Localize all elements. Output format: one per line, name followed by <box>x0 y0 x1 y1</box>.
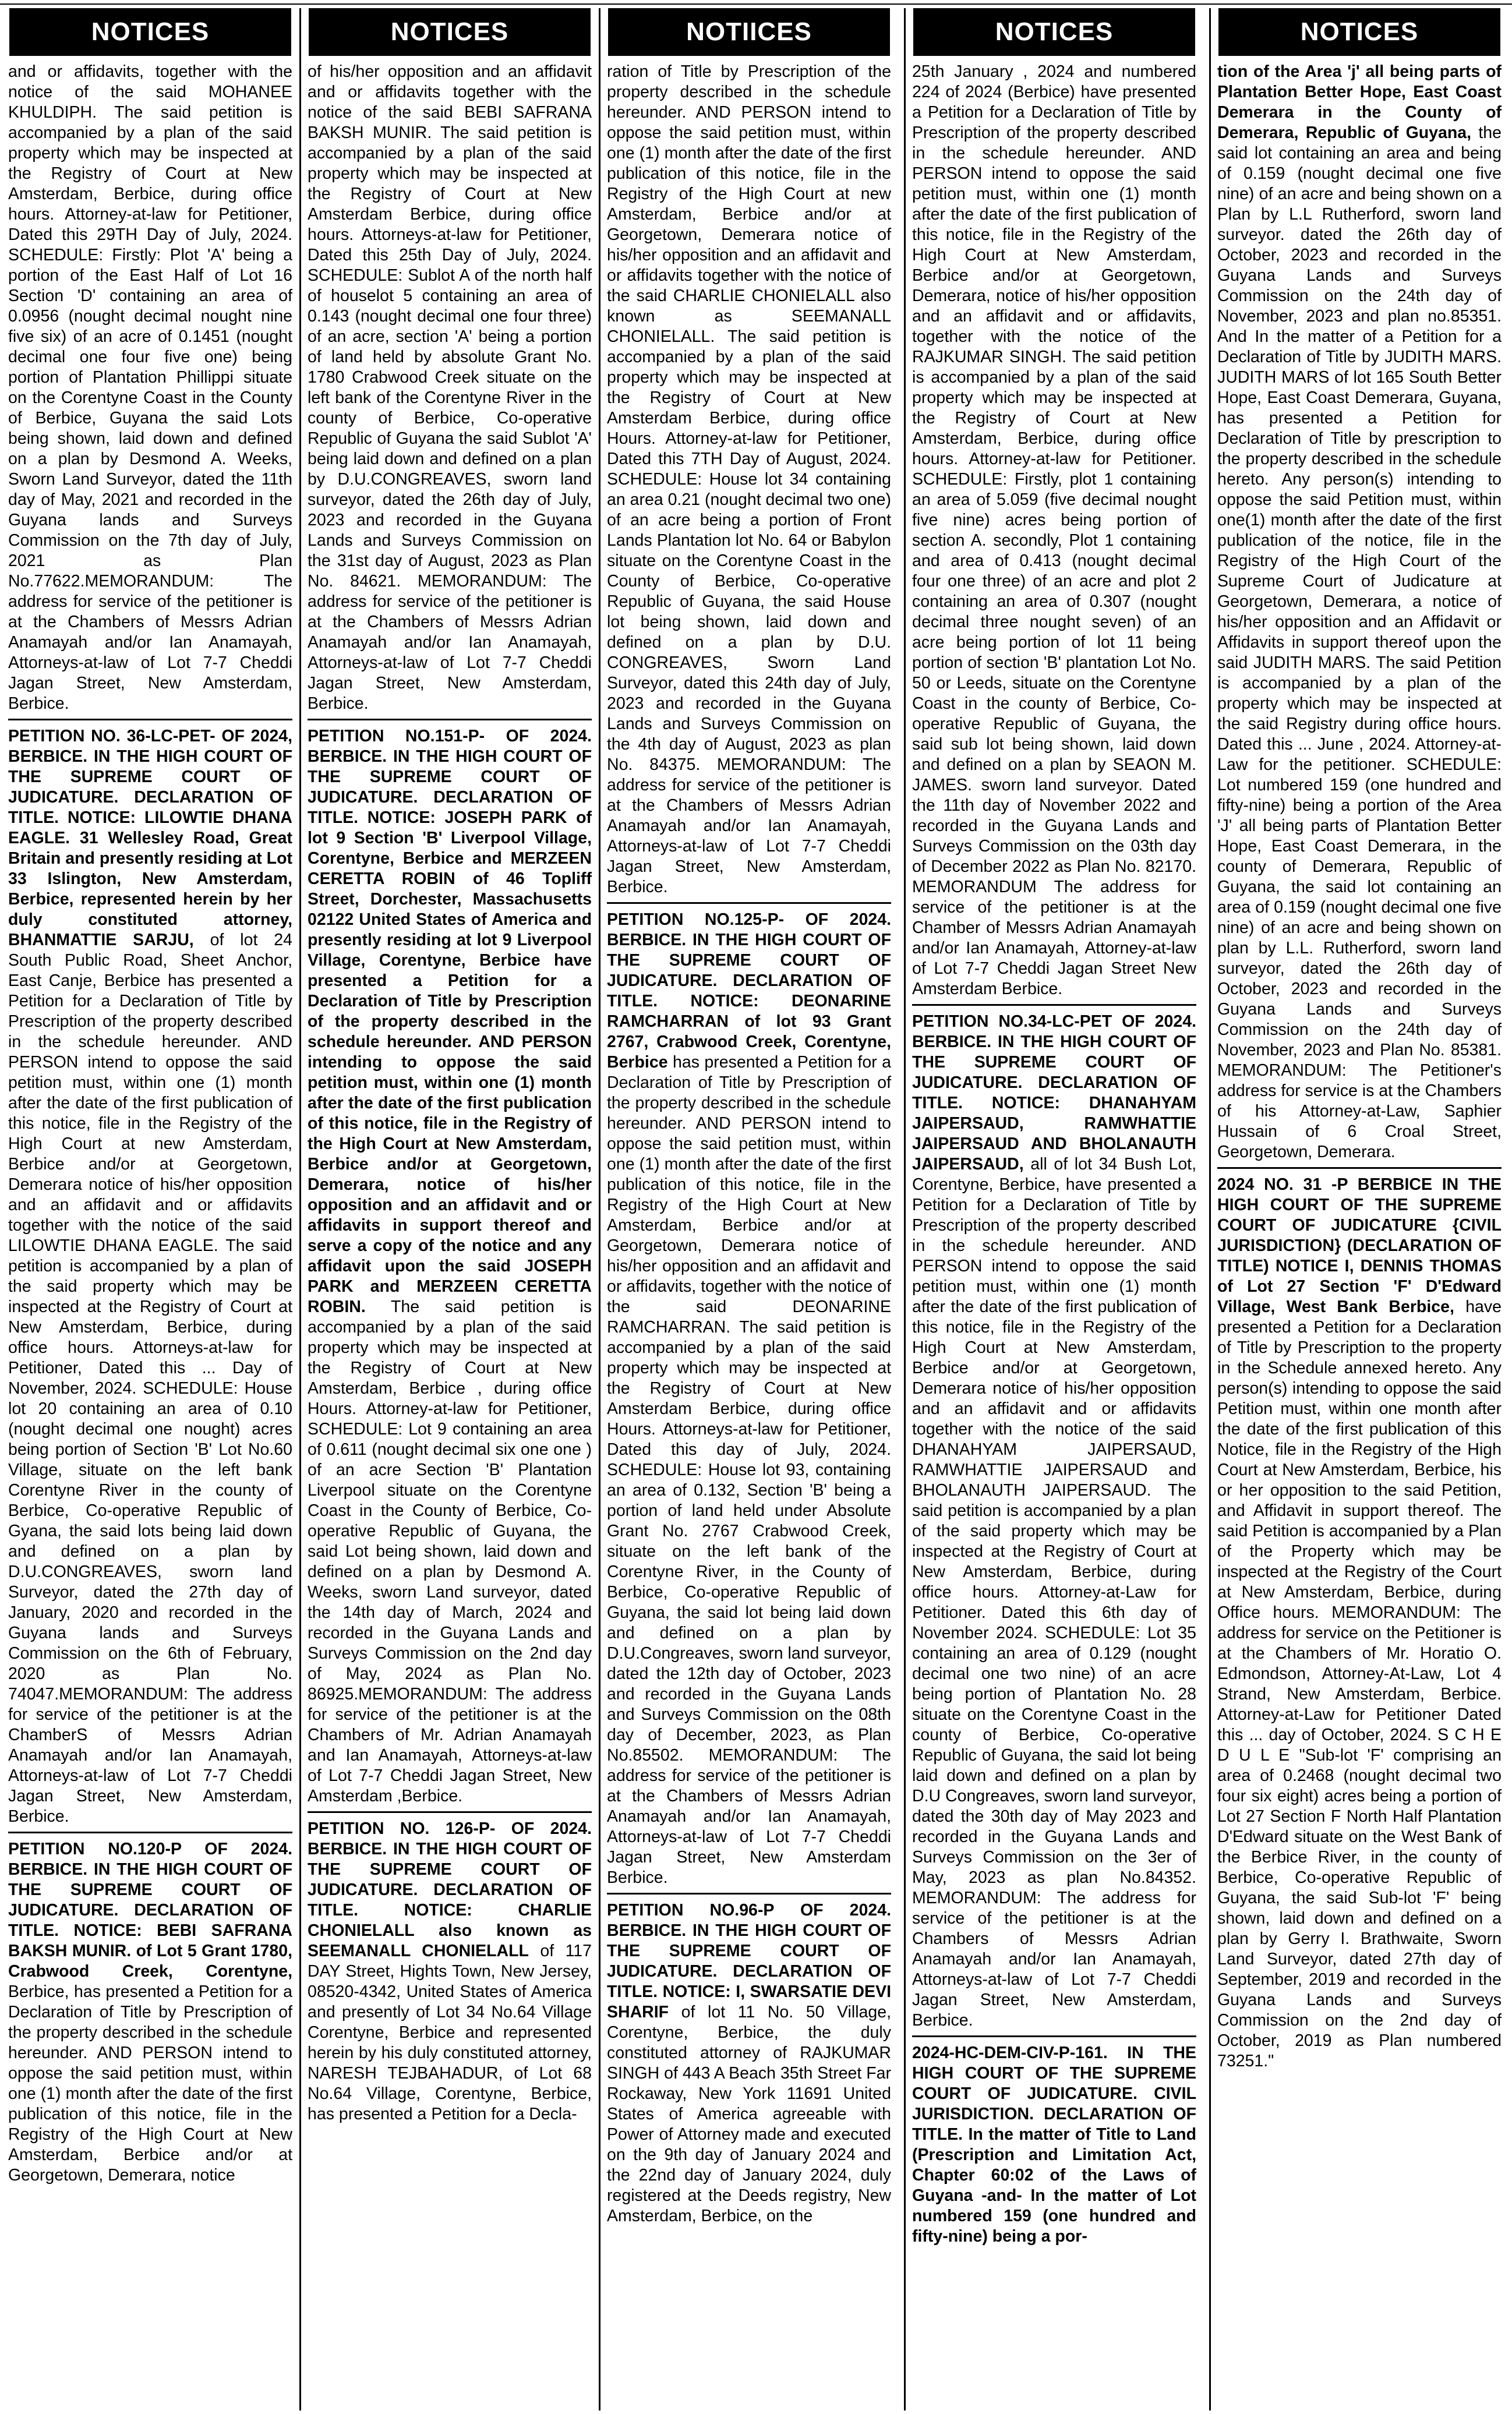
notice-separator <box>912 1004 1196 1006</box>
top-rule <box>0 0 1512 5</box>
notice <box>912 2043 1196 2247</box>
notice-heading: PETITION NO.125-P- OF 2024. BERBICE. IN THE HIGH COURT OF THE SUPREME COURT OF JUDICATURE. DECLARATION OF TITLE. NOTICE: DEONARINE RAMCHARRAN of lot 93 Grant 2767, Crabwood Creek, Corentyne, Berbice <box>607 910 891 1072</box>
column-divider <box>299 8 301 2411</box>
notice <box>607 910 891 1888</box>
notice-separator <box>8 1832 292 1833</box>
notice-text <box>607 62 891 897</box>
notice-heading: PETITION NO.96-P OF 2024. BERBICE. IN THE HIGH COURT OF THE SUPREME COURT OF JUDICATURE. DECLARATION OF TITLE. NOTICE: I, SWARSATIE DEVI SHARIF <box>607 1901 891 2021</box>
notice <box>1217 62 1502 1162</box>
notice <box>1217 1175 1502 2072</box>
notice-separator <box>308 719 592 720</box>
column-header: NOTICES <box>9 8 291 56</box>
notice-text <box>8 726 292 1827</box>
notice-text <box>1217 1175 1502 2072</box>
notice-text <box>912 2043 1196 2247</box>
notices-column-4 <box>909 8 1200 2411</box>
column-divider <box>1209 8 1211 2411</box>
notice-heading: tion of the Area 'j' all being parts of Plantation Better Hope, East Coast Demerara in the County of Demerara, Republic of Guyana, <box>1217 62 1502 142</box>
notices-column-1 <box>5 8 296 2411</box>
notice-heading: 2024-HC-DEM-CIV-P-161. IN THE HIGH COURT OF THE SUPREME COURT OF JUDICATURE. CIVIL JURISDICTION. DECLARATION OF TITLE. In the matter of Title to Land (Prescription and Limitation Act, Chapter 60:02 of the Laws of Guyana -and- In the matter of Lot numbered 159 (one hundred and fifty-nine) being a por- <box>912 2044 1196 2246</box>
notice <box>912 62 1196 999</box>
notice-separator <box>8 719 292 720</box>
column-header: NOTICES <box>309 8 591 56</box>
notice-separator <box>912 2035 1196 2037</box>
notice-text <box>912 62 1196 999</box>
notice <box>8 726 292 1827</box>
notice-heading: PETITION NO. 126-P- OF 2024. BERBICE. IN THE HIGH COURT OF THE SUPREME COURT OF JUDICATURE. DECLARATION OF TITLE. NOTICE: CHARLIE CHONIELALL also known as SEEMANALL CHONIELALL <box>308 1819 592 1960</box>
notice-body: The said petition is accompanied by a plan of the said property which may be inspected at the Registry of Court at New Amsterdam, Berbice , during office Hours. Attorney-at-law for Petitioner, SCHEDULE: Lot 9 containing an area of 0.611 (nought decimal six one one ) of an acre Section 'B' Plantation Liverpool situate on the Corentyne Coast in the County of Berbice, Co-operative Republic of Guyana, the said Lot being shown, laid down and defined on a plan by Desmond A. Weeks, sworn Land surveyor, dated the 14th day of March, 2024 and recorded in the Guyana Lands and Surveys Commission on the 2nd day of May, 2024 as Plan No. 86925.MEMORANDUM: The address for service of the petitioner is at the Chambers of Mr. Adrian Anamayah and Ian Anamayah, Attorneys-at-law of Lot 7-7 Cheddi Jagan Street, New Amsterdam ,Berbice. <box>308 1298 592 1805</box>
notice-body: of 117 DAY Street, Hights Town, New Jersey, 08520-4342, United States of America and presently of Lot 34 No.64 Village Corentyne, Berbice and represented herein by his duly constituted attorney, NARESH TEJBAHADUR, of Lot 68 No.64 Village, Corentyne, Berbice, has presented a Petition for a Decla- <box>308 1942 592 2123</box>
notice-text <box>1217 62 1502 1162</box>
notice <box>607 1900 891 2226</box>
column-divider <box>599 8 600 2411</box>
notice-body: of his/her opposition and an affidavit and or affidavits together with the notice of the said BEBI SAFRANA BAKSH MUNIR. The said petition is accompanied by a plan of the said property which may be inspected at the Registry of Court at New Amsterdam Berbice, during office hours. Attorneys-at-law for Petitioner, Dated this 25th Day of July, 2024. SCHEDULE: Sublot A of the north half of houselot 5 containing an area of 0.143 (nought decimal one four three) of an acre, section 'A' being a portion of land held by absolute Grant No. 1780 Crabwood Creek situate on the left bank of the Corentyne River in the county of Berbice, Co-operative Republic of Guyana the said Sublot 'A' being laid down and defined on a plan by D.U.CONGREAVES, sworn land surveyor, dated the 26th day of July, 2023 and recorded in the Guyana Lands and Surveys Commission on the 31st day of August, 2023 as Plan No. 84621. MEMORANDUM: The address for service of the petitioner is at the Chambers of Messrs Adrian Anamayah and/or Ian Anamayah, Attorneys-at-law of Lot 7-7 Cheddi Jagan Street, New Amsterdam, Berbice. <box>308 62 592 713</box>
notices-column-3 <box>603 8 895 2411</box>
notice <box>912 1012 1196 2031</box>
notice-heading: PETITION NO. 36-LC-PET- OF 2024, BERBICE. IN THE HIGH COURT OF THE SUPREME COURT OF JUDICATURE. DECLARATION OF TITLE. NOTICE: LILOWTIE DHANA EAGLE. 31 Wellesley Road, Great Britain and presently residing at Lot 33 Islington, New Amsterdam, Berbice, represented herein by her duly constituted attorney, BHANMATTIE SARJU, <box>8 727 292 949</box>
notice-heading: PETITION NO.151-P- OF 2024. BERBICE. IN THE HIGH COURT OF THE SUPREME COURT OF JUDICATURE. DECLARATION OF TITLE. NOTICE: JOSEPH PARK of lot 9 Section 'B' Liverpool Village, Corentyne, Berbice and MERZEEN CERETTA ROBIN of 46 Topliff Street, Dorchester, Massachusetts 02122 United States of America and presently residing at lot 9 Liverpool Village, Corentyne, Berbice have presented a Petition for a Declaration of Title by Prescription of the property described in the schedule hereunder. AND PERSON intending to oppose the said petition must, within one (1) month after the date of the first publication of this notice, file in the Registry of the High Court at New Amsterdam, Berbice and/or at Georgetown, Demerara, notice of his/her opposition and an affidavit and or affidavits in support thereof and serve a copy of the notice and any affidavit upon the said JOSEPH PARK and MERZEEN CERETTA ROBIN. <box>308 727 592 1316</box>
notices-column-5 <box>1214 8 1505 2411</box>
notice <box>308 726 592 1807</box>
notice <box>308 1819 592 2125</box>
notice <box>607 62 891 897</box>
notice-body: of lot 24 South Public Road, Sheet Anchor, East Canje, Berbice has presented a Petition for a Declaration of Title by Prescription of the property described in the schedule hereunder. AND PERSON intend to oppose the said petition must, within one (1) month after the date of the first publication of this notice, file in the Registry of the High Court at new Amsterdam, Berbice and/or at Georgetown, Demerara notice of his/her opposition and an affidavit and or affidavits together with the notice of the said LILOWTIE DHANA EAGLE. The said petition is accompanied by a plan of the said property which may be inspected at the Registry of Court at New Amsterdam, Berbice, during office hours. Attorneys-at-law for Petitioner, Dated this ... Day of November, 2024. SCHEDULE: House lot 20 containing an area of 0.10 (nought decimal one nought) acres being portion of Section 'B' Lot No.60 Village, situate on the left bank Corentyne River in the county of Berbice, Co-operative Republic of Gyana, the said lots being laid down and defined on a plan by D.U.CONGREAVES, sworn land Surveyor, dated the 27th day of January, 2020 and recorded in the Guyana lands and Surveys Commission on the 6th of February, 2020 as Plan No. 74047.MEMORANDUM: The address for service of the petitioner is at the ChamberS of Messrs Adrian Anamayah and/or Ian Anamayah, Attorneys-at-law of Lot 7-7 Cheddi Jagan Street, New Amsterdam, Berbice. <box>8 931 292 1826</box>
notice-body: the said lot containing an area and being of 0.159 (nought decimal one five nine) of an acre and being shown on a Plan by L.L Rutherford, sworn land surveyor. dated the 26th day of October, 2023 and recorded in the Guyana Lands and Surveys Commission on the 24th day of November, 2023 and plan no.85351. And In the matter of a Petition for a Declaration of Title by JUDITH MARS. JUDITH MARS of lot 165 South Better Hope, East Coast Demerara, Guyana, has presented a Petition for Declaration of Title by prescription to the property described in the schedule hereto. Any person(s) intending to oppose the said Petition must, within one(1) month after the date of the first publication of the notice, file in the Registry of the High Court of the Supreme Court of Judicature at Georgetown, Demerara, a notice of his/her opposition and an Affidavit or Affidavits in support thereof upon the said JUDITH MARS. The said Petition is accompanied by a plan of the property which may be inspected at the said Registry during office hours. Dated this ... June , 2024. Attorney-at-Law for the petitioner. SCHEDULE: Lot numbered 159 (one hundred and fifty-nine) being a portion of the Area 'J' all being parts of Plantation Better Hope, East Coast Demerara, in the county of Demerara, Republic of Guyana, the said lot containing an area of 0.159 (nought decimal one five nine) of an acre and being shown on plan by L.L. Rutherford, sworn land surveyor, dated the 26th day of October, 2023 and recorded in the Guyana Lands and Surveys Commission on the 24th day of November, 2023 and Plan No. 85381. MEMORANDUM: The Petitioner's address for service is at the Chambers of his Attorney-at-Law, Saphier Hussain of 6 Croal Street, Georgetown, Demerara. <box>1217 123 1502 1161</box>
notice-text <box>308 1819 592 2125</box>
notice-heading: 2024 NO. 31 -P BERBICE IN THE HIGH COURT OF THE SUPREME COURT OF JUDICATURE {CIVIL JURISDICTION} (DECLARATION OF TITLE) NOTICE I, DENNIS THOMAS of Lot 27 Section 'F' D'Edward Village, West Bank Berbice, <box>1217 1175 1502 1316</box>
notice-separator <box>308 1811 592 1813</box>
notice-text <box>607 910 891 1888</box>
notice-body: ration of Title by Prescription of the property described in the schedule hereunder. AND PERSON intend to oppose the said petition must, within one (1) month after the date of the first publication of this notice, file in the Registry of the High Court at new Amsterdam, Berbice and/or at Georgetown, Demerara notice of his/her opposition and an affidavit and or affidavits together with the notice of the said CHARLIE CHONIELALL also known as SEEMANALL CHONIELALL. The said petition is accompanied by a plan of the said property which may be inspected at the Registry of Court at New Amsterdam Berbice, during office Hours. Attorney-at-law for Petitioner, Dated this 7TH Day of August, 2024. SCHEDULE: House lot 34 containing an area 0.21 (nought decimal two one) of an acre being a portion of Front Lands Plantation lot No. 64 or Babylon situate on the Corentyne Coast in the County of Berbice, Co-operative Republic of Guyana, the said House lot being shown, laid down and defined on a plan by D.U. CONGREAVES, Sworn Land Surveyor, dated this 24th day of July, 2023 and recorded in the Guyana Lands and Surveys Commission on the 4th day of August, 2023 as plan No. 84375. MEMORANDUM: The address for service of the petitioner is at the Chambers of Messrs Adrian Anamayah and/or Ian Anamayah, Attorneys-at-law of Lot 7-7 Cheddi Jagan Street, New Amsterdam, Berbice. <box>607 62 891 896</box>
notice-separator <box>607 902 891 904</box>
notice-body: Berbice, has presented a Petition for a Declaration of Title by Prescription of the property described in the schedule hereunder. AND PERSON intend to oppose the said petition must, within one (1) month after the date of the first publication of this notice, file in the Registry of the High Court at New Amsterdam, Berbice and/or at Georgetown, Demerara, notice <box>8 1982 292 2185</box>
notice <box>8 1839 292 2186</box>
notice-heading: PETITION NO.120-P OF 2024. BERBICE. IN THE HIGH COURT OF THE SUPREME COURT OF JUDICATURE. DECLARATION OF TITLE. NOTICE: BEBI SAFRANA BAKSH MUNIR. of Lot 5 Grant 1780, Crabwood Creek, Corentyne, <box>8 1840 292 1981</box>
notice-text <box>308 726 592 1807</box>
notice-heading: PETITION NO.34-LC-PET OF 2024. BERBICE. IN THE HIGH COURT OF THE SUPREME COURT OF JUDICATURE. DECLARATION OF TITLE. NOTICE: DHANAHYAM JAIPERSAUD, RAMWHATTIE JAIPERSAUD AND BHOLANAUTH JAIPERSAUD, <box>912 1012 1196 1174</box>
notice-body: 25th January , 2024 and numbered 224 of 2024 (Berbice) have presented a Petition for a Declaration of Title by Prescription of the property described in the schedule hereunder. AND PERSON intend to oppose the said petition must, within one (1) month after the date of the first publication of this notice, file in the Registry of the High Court at New Amsterdam, Berbice and/or at Georgetown, Demerara, notice of his/her opposition and an affidavit and or affidavits, together with the notice of the RAJKUMAR SINGH. The said petition is accompanied by a plan of the said property which may be inspected at the Registry of Court at New Amsterdam, Berbice, during office hours. Attorney-at-law for Petitioner. SCHEDULE: Firstly, plot 1 containing an area of 5.059 (five decimal nought five nine) acres being portion of section A. secondly, Plot 1 containing and area of 0.413 (nought decimal four one three) of an acre and plot 2 containing an area of 0.307 (nought decimal three nought seven) of an acre being portion of lot 11 being portion of section 'B' plantation Lot No. 50 or Leeds, situate on the Corentyne Coast in the county of Berbice, Co-operative Republic of Guyana, the said sub lot being shown, laid down and defined on a plan by SEAON M. JAMES. sworn land surveyor. Dated the 11th day of November 2022 and recorded in the Guyana Lands and Surveys Commission on the 03th day of December 2022 as Plan No. 82170. MEMORANDUM The address for service of the petitioner is at the Chamber of Messrs Adrian Anamayah and/or Ian Anamayah, Attorney-at-law of Lot 7-7 Cheddi Jagan Street New Amsterdam Berbice. <box>912 62 1196 998</box>
notices-column-2 <box>304 8 595 2411</box>
notice-text <box>607 1900 891 2226</box>
notice-body: and or affidavits, together with the notice of the said MOHANEE KHULDIPH. The said petition is accompanied by a plan of the said property which may be inspected at the Registry of Court at New Amsterdam, Berbice, during office hours. Attorney-at-law for Petitioner, Dated this 29TH Day of July, 2024. SCHEDULE: Firstly: Plot 'A' being a portion of the East Half of Lot 16 Section 'D' containing an area of 0.0956 (nought decimal nought nine five six) of an acre of 0.1451 (nought decimal one four five one) being portion of Plantation Phillippi situate on the Corentyne Coast in the County of Berbice, Guyana the said Lots being shown, laid down and defined on a plan by Desmond A. Weeks, Sworn Land Surveyor, dated the 11th day of May, 2021 and recorded in the Guyana lands and Surveys Commission on the 7th day of July, 2021 as Plan No.77622.MEMORANDUM: The address for service of the petitioner is at the Chambers of Messrs Adrian Anamayah and/or Ian Anamayah, Attorneys-at-law of Lot 7-7 Cheddi Jagan Street, New Amsterdam, Berbice. <box>8 62 292 713</box>
notice-text <box>8 1839 292 2186</box>
notice-body: of lot 11 No. 50 Village, Corentyne, Berbice, the duly constituted attorney of RAJKUMAR SINGH of 443 A Beach 35th Street Far Rockaway, New York 11691 United States of America agreeable with Power of Attorney made and executed on the 9th day of January 2024 and the 22nd day of January 2024, duly registered at the Deeds registry, New Amsterdam, Berbice, on the <box>607 2003 891 2225</box>
notice-text <box>912 1012 1196 2031</box>
column-divider <box>904 8 906 2411</box>
notice <box>308 62 592 714</box>
notice-text <box>8 62 292 714</box>
column-header: NOTIICES <box>608 8 890 56</box>
column-header: NOTICES <box>1218 8 1500 56</box>
notice-body: have presented a Petition for a Declaration of Title by Prescription to the property in the Schedule annexed hereto. Any person(s) intending to oppose the said Petition must, within one month after the date of the first publication of this Notice, file in the Registry of the High Court at New Amsterdam, Berbice, his or her opposition to the said Petition, and Affidavit in support thereof. The said Petition is accompanied by a Plan of the Property which may be inspected at the Registry of the Court at New Amsterdam, Berbice, during Office hours. MEMORANDUM: The address for service on the Petitioner is at the Chambers of Mr. Horatio O. Edmondson, Attorney-At-Law, Lot 4 Strand, New Amsterdam, Berbice. Attorney-at-Law for Petitioner Dated this ... day of October, 2024. S C H E D U L E "Sub-lot 'F' comprising an area of 0.2468 (nought decimal two four six eight) acres being a portion of Lot 27 Section F North Half Plantation D'Edward situate on the West Bank of the Berbice River, in the county of Berbice, Co-operative Republic of Guyana, the said Sub-lot 'F' being shown, laid down and defined on a plan by Gerry I. Brathwaite, Sworn Land Surveyor, dated 27th day of September, 2019 and recorded in the Guyana Lands and Surveys Commission on the 2nd day of October, 2019 as Plan numbered 73251." <box>1217 1298 1502 2070</box>
notice-separator <box>607 1893 891 1895</box>
notice-body: has presented a Petition for a Declaration of Title by Prescription of the property described in the schedule hereunder. AND PERSON intend to oppose the said petition must, within one (1) month after the date of the first publication of this notice, file in the Registry of the High Court at New Amsterdam, Berbice and/or at Georgetown, Demerara notice of his/her opposition and an affidavit and or affidavits, together with the notice of the said DEONARINE RAMCHARRAN. The said petition is accompanied by a plan of the said property which may be inspected at the Registry of Court at New Amsterdam Berbice, during office Hours. Attorneys-at-law for Petitioner, Dated this day of July, 2024. SCHEDULE: House lot 93, containing an area of 0.132, Section 'B' being a portion of land held under Absolute Grant No. 2767 Crabwood Creek, situate on the left bank of the Corentyne River, in the County of Berbice, Co-operative Republic of Guyana, the said lot being laid down and defined on a plan by D.U.Congreaves, sworn land surveyor, dated the 12th day of October, 2023 and recorded in the Guyana Lands and Surveys Commission on the 08th day of December, 2023, as Plan No.85502. MEMORANDUM: The address for service of the petitioner is at the Chambers of Messrs Adrian Anamayah and/or Ian Anamayah, Attorneys-at-law of Lot 7-7 Cheddi Jagan Street, New Amsterdam Berbice. <box>607 1053 891 1887</box>
notice-body: all of lot 34 Bush Lot, Corentyne, Berbice, have presented a Petition for a Declaration of Title by Prescription of the property described in the schedule hereunder. AND PERSON intend to oppose the said petition must, within one (1) month after the date of the first publication of this notice, file in the Registry of the High Court at New Amsterdam, Berbice and/or at Georgetown, Demerara notice of his/her opposition and an affidavit and or affidavits together with the notice of the said DHANAHYAM JAIPERSAUD, RAMWHATTIE JAIPERSAUD and BHOLANAUTH JAIPERSAUD. The said petition is accompanied by a plan of the said property which may be inspected at the Registry of Court at New Amsterdam, Berbice, during office hours. Attorney-at-Law for Petitioner. Dated this 6th day of November 2024. SCHEDULE: Lot 35 containing an area of 0.129 (nought decimal one two nine) of an acre being portion of Plantation No. 28 situate on the Corentyne Coast in the county of Berbice, Co-operative Republic of Guyana, the said lot being laid down and defined on a plan by D.U Congreaves, sworn land surveyor, dated the 30th day of May 2023 and recorded in the Guyana Lands and Surveys Commission on the 3er of May, 2023 as plan No.84352. MEMORANDUM: The address for service of the petitioner is at the Chambers of Messrs Adrian Anamayah and/or Ian Anamayah, Attorneys-at-law of Lot 7-7 Cheddi Jagan Street, New Amsterdam, Berbice. <box>912 1155 1197 2030</box>
column-header: NOTICES <box>913 8 1195 56</box>
notice-separator <box>1217 1167 1502 1169</box>
notice <box>8 62 292 714</box>
notice-text <box>308 62 592 714</box>
